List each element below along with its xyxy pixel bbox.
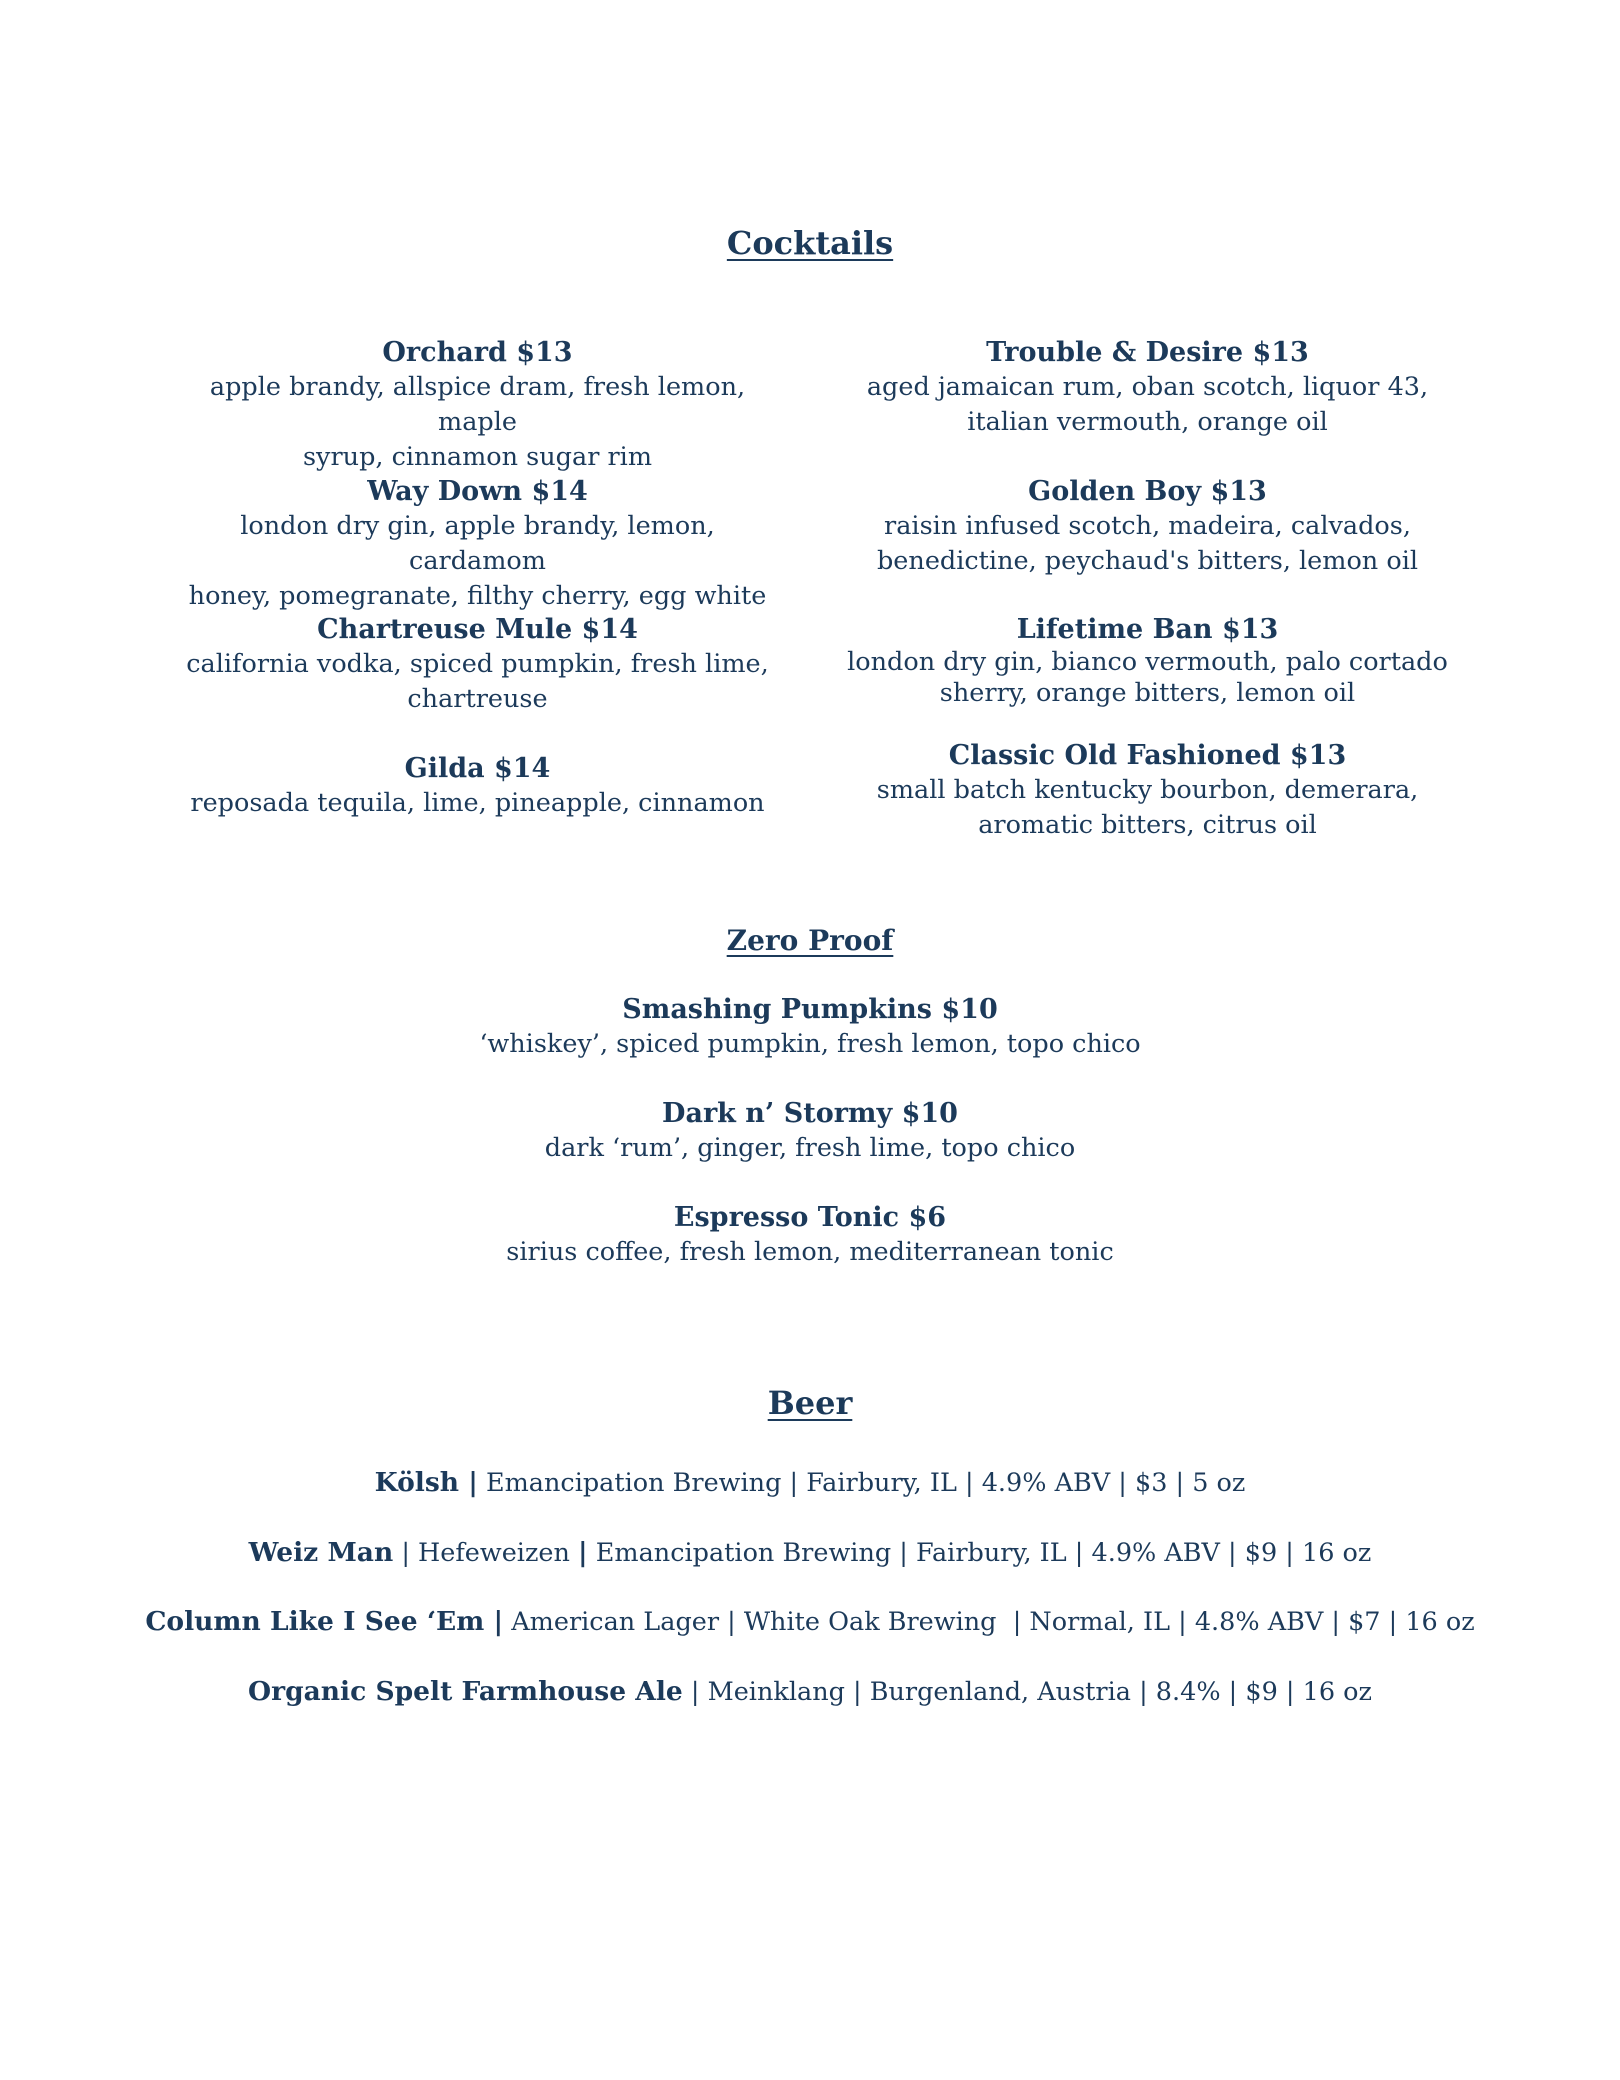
menu-item-way-down [170,474,785,614]
beer-name: Organic Spelt Farmhouse Ale [248,1676,683,1707]
beer-name: Weiz Man [248,1537,394,1568]
item-desc: dark ‘rum’, ginger, fresh lime, topo chico [544,1133,1076,1163]
item-desc-line: small batch kentucky bourbon, demerara, [876,775,1419,805]
beer-separator: | [578,1537,588,1568]
beer-item-kolsh [0,1465,1620,1501]
item-name: Gilda $14 [404,753,551,784]
item-desc-line: apple brandy, allspice dram, fresh lemon, maple [209,372,746,437]
zero-proof-item-smashing-pumpkins [310,992,1310,1062]
item-name: Dark n’ Stormy $10 [662,1098,958,1129]
item-desc-line: aromatic bitters, citrus oil [978,810,1317,840]
item-name: Espresso Tonic $6 [673,1202,947,1233]
menu-item-gilda [170,751,785,821]
menu-item-orchard [170,335,785,475]
beer-detail: Emancipation Brewing | Fairbury, IL | 4.9% ABV | $9 | 16 oz [587,1538,1372,1568]
cocktails-right-column [840,335,1455,855]
beer-item-column-like-i-see-em [0,1604,1620,1640]
item-desc: sirius coffee, fresh lemon, mediterranean tonic [506,1237,1114,1267]
item-desc-line: london dry gin, apple brandy, lemon, cardamom [240,511,715,576]
beer-name: Kölsh | [374,1467,478,1498]
beer-item-weiz-man [0,1535,1620,1571]
item-desc-line: benedictine, peychaud's bitters, lemon oil [876,546,1419,576]
item-name: Chartreuse Mule $14 [317,614,638,645]
zero-proof-item-espresso-tonic [310,1200,1310,1270]
beer-detail: Emancipation Brewing | Fairbury, IL | 4.9% ABV | $3 | 5 oz [477,1468,1246,1498]
beer-name: Column Like I See ‘Em | [145,1606,504,1637]
item-desc: ‘whiskey’, spiced pumpkin, fresh lemon, topo chico [479,1029,1141,1059]
item-desc-line: reposada tequila, lime, pineapple, cinnamon [190,788,765,818]
item-name: Golden Boy $13 [1028,476,1267,507]
item-desc-line: syrup, cinnamon sugar rim [302,442,653,472]
cocktails-title: Cocktails [726,224,894,262]
item-name: Orchard $13 [382,337,573,368]
item-desc-line: london dry gin, bianco vermouth, palo cortado [847,647,1448,677]
cocktails-left-column [170,335,785,855]
item-name: Trouble & Desire $13 [986,337,1309,368]
item-desc-line: chartreuse [407,684,548,714]
beer-item-organic-spelt-farmhouse-ale [0,1674,1620,1710]
item-desc-line: honey, pomegranate, filthy cherry, egg white [188,581,767,611]
beer-detail: | Hefeweizen [393,1538,579,1568]
menu-item-golden-boy [840,474,1455,579]
item-name: Smashing Pumpkins $10 [622,994,998,1025]
menu-item-classic-old-fashioned [840,738,1455,843]
zero-proof-item-dark-n-stormy [310,1096,1310,1166]
item-name: Lifetime Ban $13 [1016,614,1279,645]
menu-item-lifetime-ban [840,612,1455,709]
zero-proof-title: Zero Proof [726,924,894,957]
item-name: Way Down $14 [367,476,588,507]
item-desc-line: raisin infused scotch, madeira, calvados, [884,511,1411,541]
item-desc-line: aged jamaican rum, oban scotch, liquor 43, [866,372,1429,402]
item-name: Classic Old Fashioned $13 [948,740,1347,771]
beer-detail: American Lager | White Oak Brewing | Normal, IL | 4.8% ABV | $7 | 16 oz [503,1607,1475,1637]
item-desc-line: california vodka, spiced pumpkin, fresh lime, [186,649,769,679]
item-desc-line: sherry, orange bitters, lemon oil [939,678,1356,708]
item-desc-line: italian vermouth, orange oil [967,407,1328,437]
beer-detail: | Meinklang | Burgenland, Austria | 8.4% | $9 | 16 oz [682,1677,1372,1707]
menu-item-trouble-and-desire [840,335,1455,440]
beer-title: Beer [767,1384,853,1422]
menu-item-chartreuse-mule [170,612,785,717]
